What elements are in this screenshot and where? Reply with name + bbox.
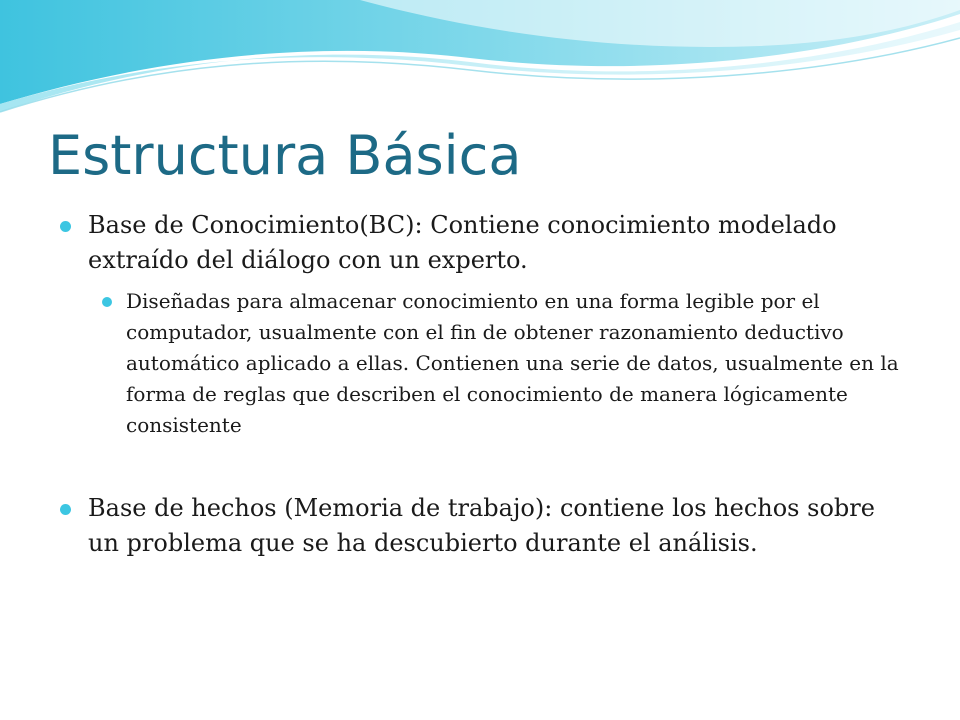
bullet-base-hechos: Base de hechos (Memoria de trabajo): contiene los hechos sobre un problema que se ha descubierto durante el análisis.: [88, 491, 908, 561]
slide-content: [88, 208, 908, 561]
slide-title: Estructura Básica: [48, 124, 522, 187]
sub-bullet-disenadas: Diseñadas para almacenar conocimiento en una forma legible por el computador, usualmente con el fin de obtener razonamiento deductivo automático aplicado a ellas. Contienen una serie de datos, usualmente en la forma de reglas que describen el conocimiento de manera lógicamente consistente: [126, 286, 908, 441]
wave-header-decoration: [0, 0, 960, 115]
bullet-base-conocimiento: Base de Conocimiento(BC): Contiene conocimiento modelado extraído del diálogo con un experto.: [88, 208, 908, 278]
